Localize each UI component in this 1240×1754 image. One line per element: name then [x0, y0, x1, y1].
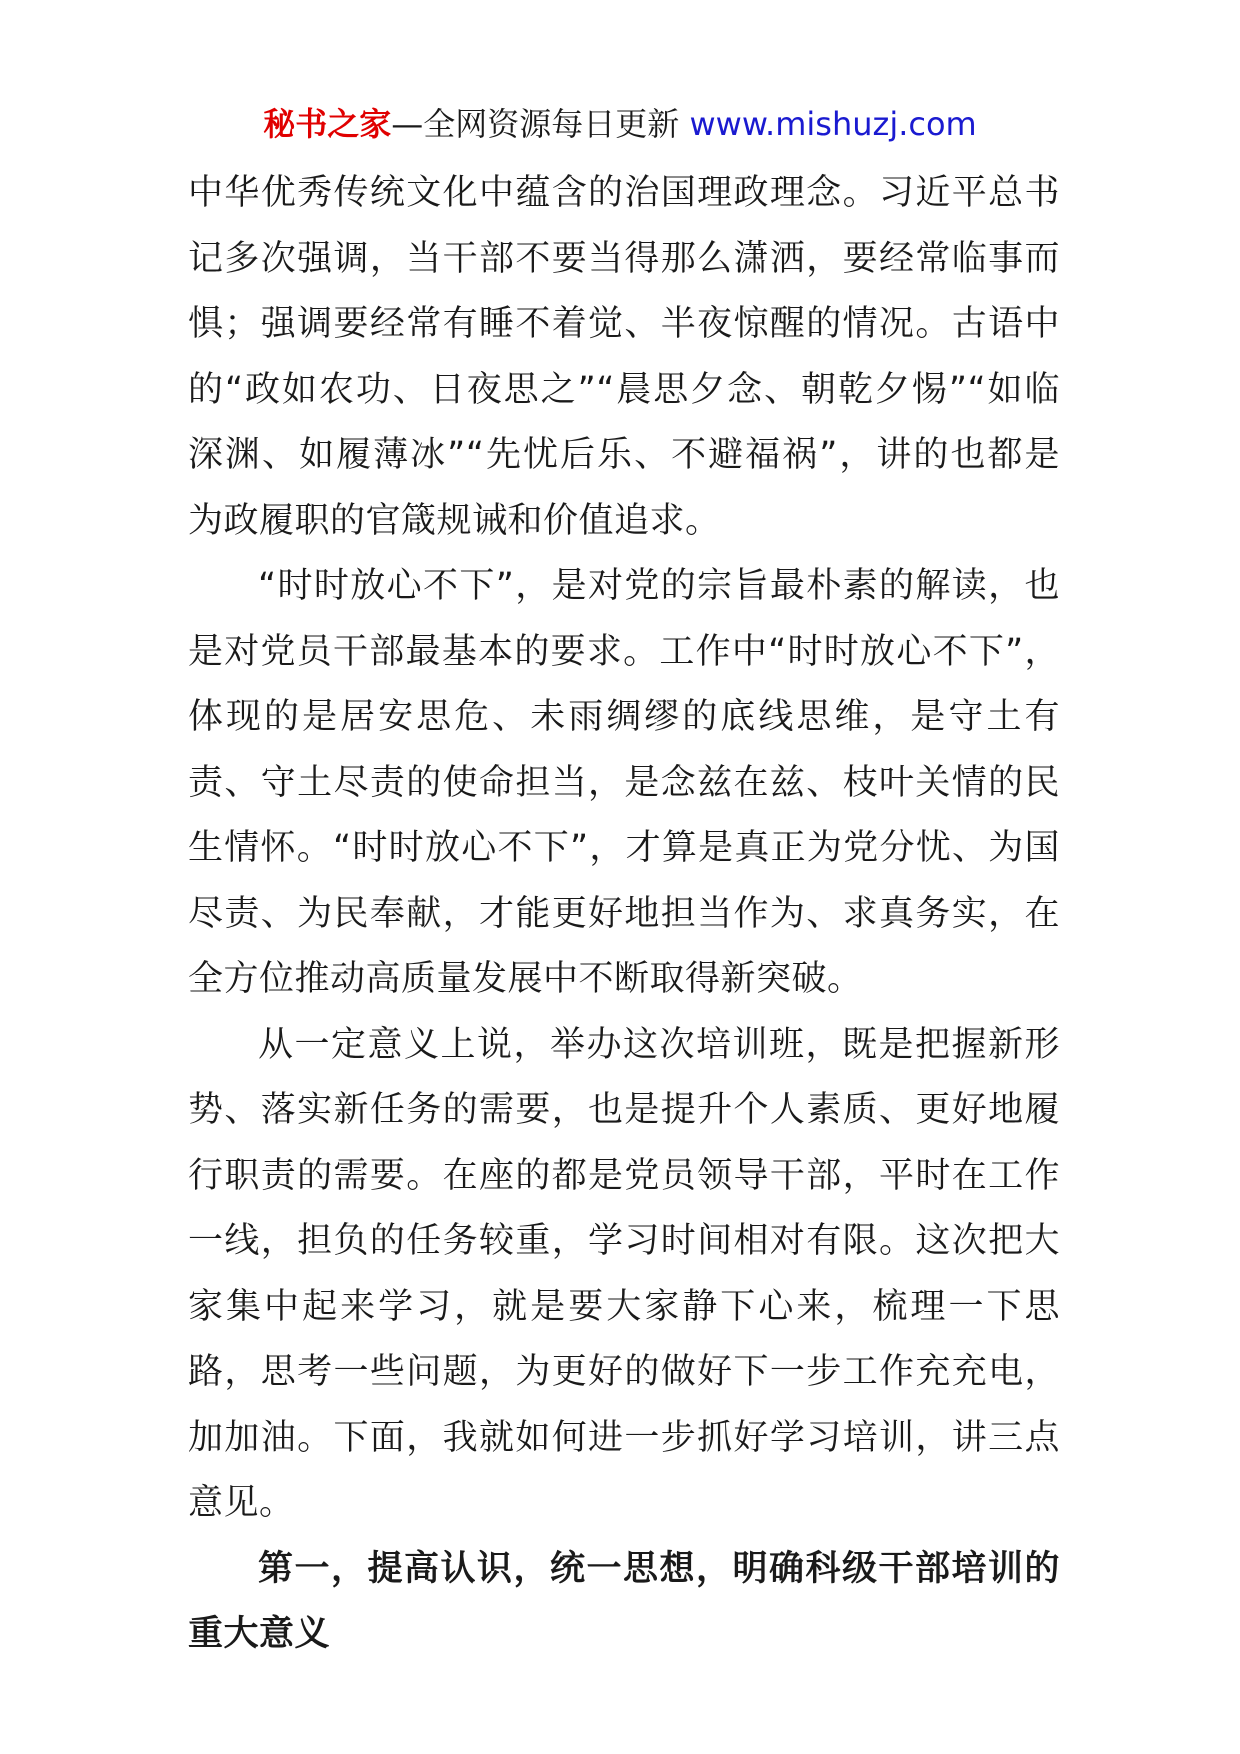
document-body	[188, 161, 1060, 1668]
site-url-link[interactable]: www.mishuzj.com	[689, 105, 977, 143]
paragraph: “时时放心不下”，是对党的宗旨最朴素的解读，也是对党员干部最基本的要求。工作中“时时放心不下”，体现的是居安思危、未雨绸缪的底线思维，是守土有责、守土尽责的使命担当，是念兹在兹、枝叶关情的民生情怀。“时时放心不下”，才算是真正为党分忧、为国尽责、为民奉献，才能更好地担当作为、求真务实，在全方位推动高质量发展中不断取得新突破。	[188, 566, 1060, 999]
paragraph: 从一定意义上说，举办这次培训班，既是把握新形势、落实新任务的需要，也是提升个人素质、更好地履行职责的需要。在座的都是党员领导干部，平时在工作一线，担负的任务较重，学习时间相对有限。这次把大家集中起来学习，就是要大家静下心来，梳理一下思路，思考一些问题，为更好的做好下一步工作充充电，加加油。下面，我就如何进一步抓好学习培训，讲三点意见。	[188, 1024, 1060, 1523]
header-tagline: —全网资源每日更新	[391, 105, 690, 143]
section-heading: 第一，提高认识，统一思想，明确科级干部培训的重大意义	[188, 1548, 1060, 1654]
brand-name: 秘书之家	[263, 105, 392, 143]
paragraph-continuation: 中华优秀传统文化中蕴含的治国理政理念。习近平总书记多次强调，当干部不要当得那么潇洒，要经常临事而惧；强调要经常有睡不着觉、半夜惊醒的情况。古语中的“政如农功、日夜思之”“晨思夕念、朝乾夕惕”“如临深渊、如履薄冰”“先忧后乐、不避福祸”，讲的也都是为政履职的官箴规诫和价值追求。	[188, 173, 1060, 541]
site-header	[0, 100, 1240, 148]
